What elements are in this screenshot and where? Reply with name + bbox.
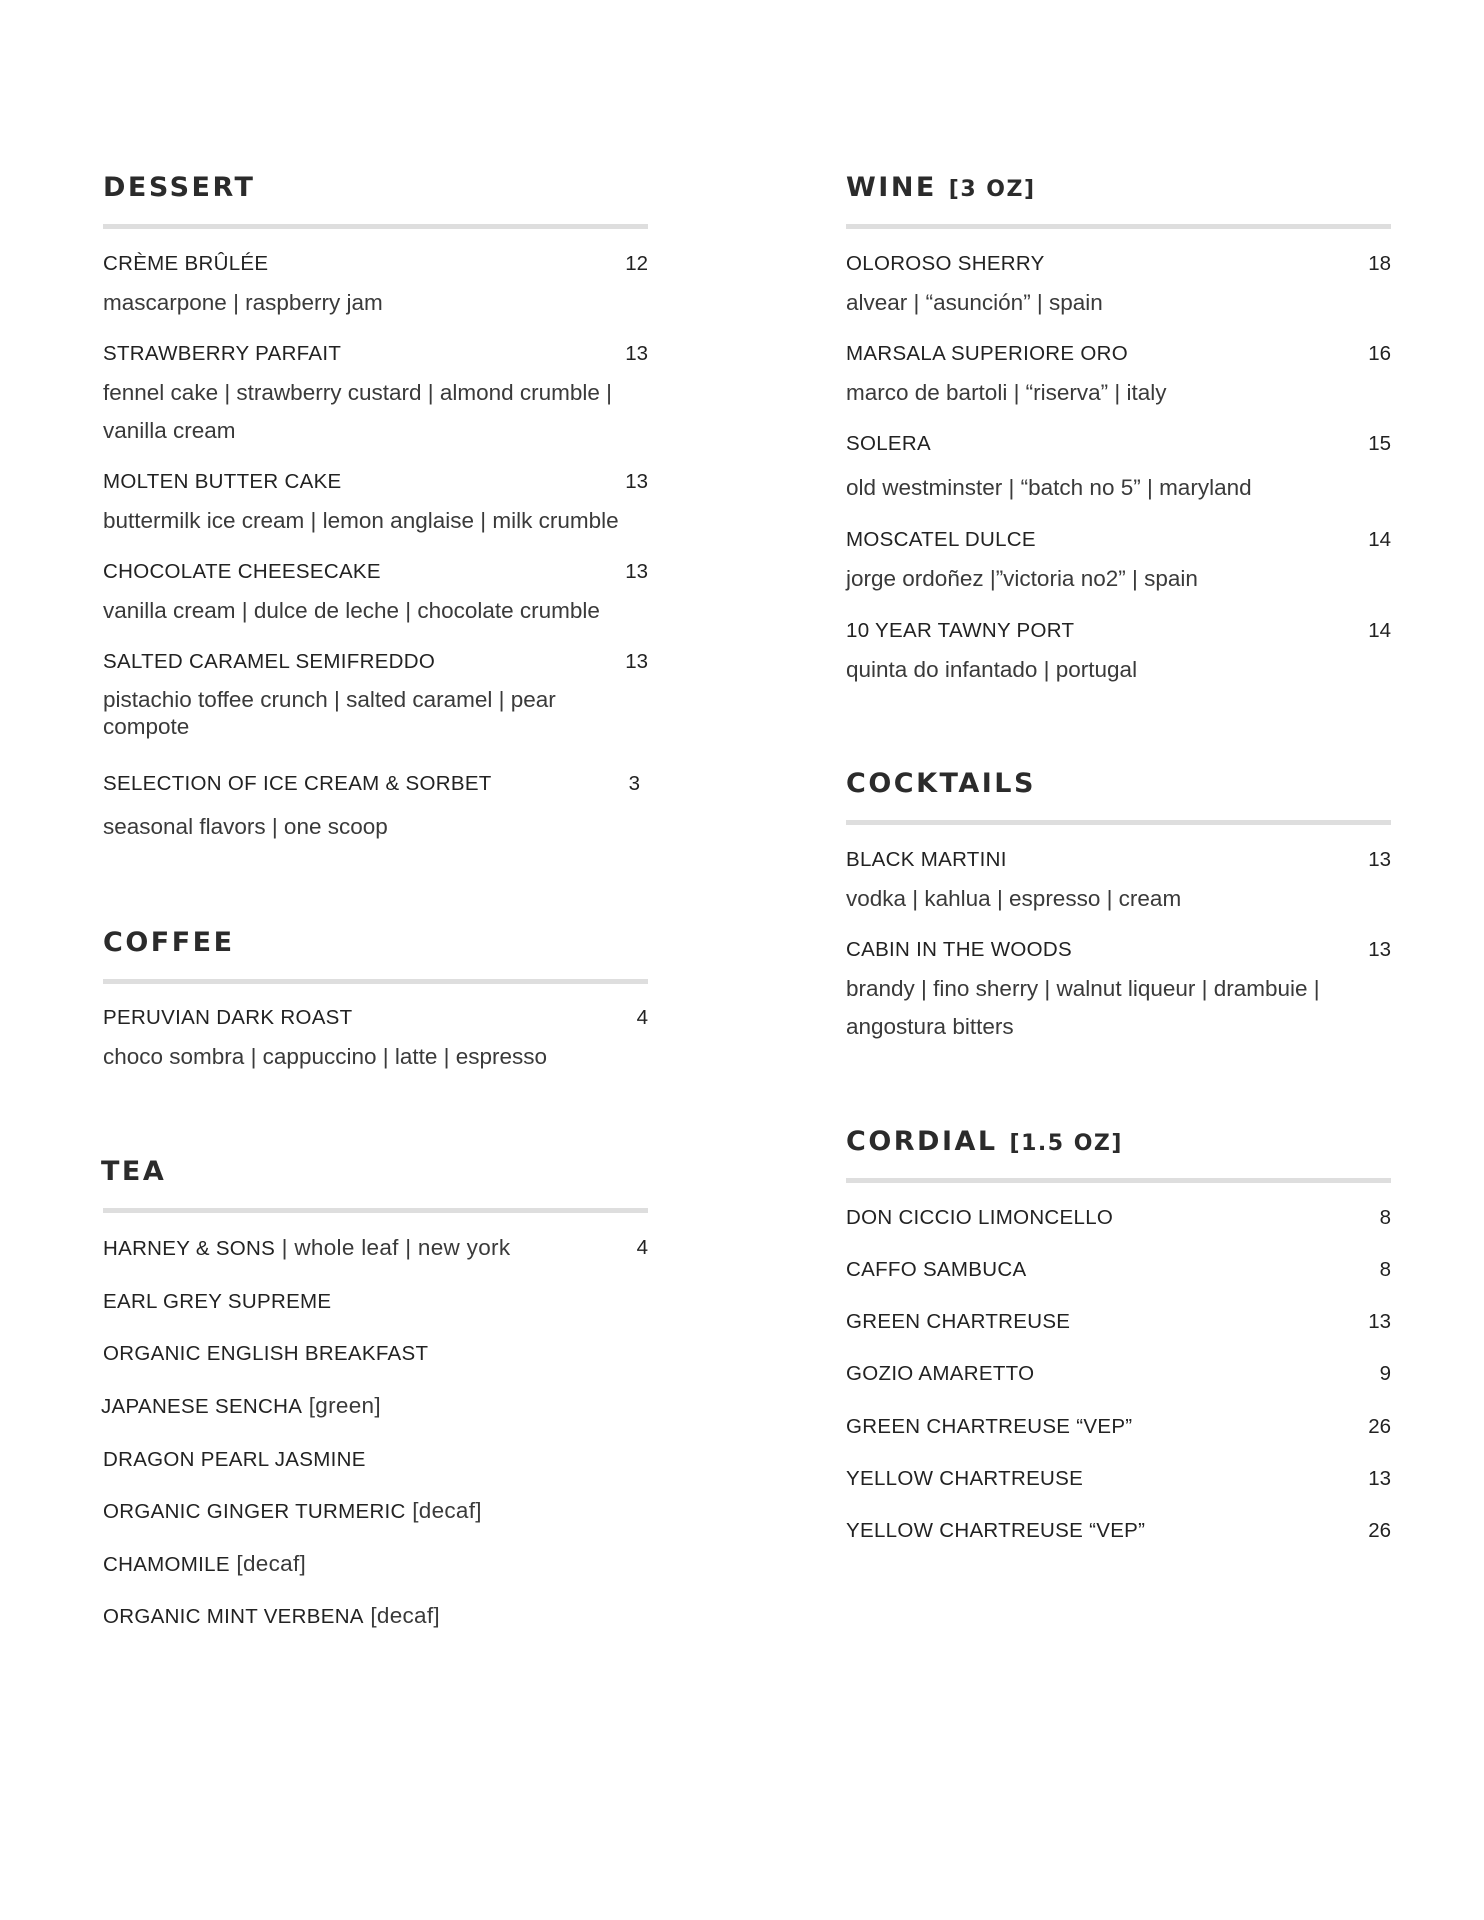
list-item — [103, 1287, 648, 1315]
section-title — [846, 1124, 1391, 1160]
menu-item — [846, 936, 1391, 1046]
item-name: SALTED CARAMEL SEMIFREDDO — [103, 650, 436, 673]
section-divider — [103, 979, 648, 984]
coffee-section-header — [103, 925, 648, 984]
cocktails-section-header — [846, 766, 1391, 825]
item-name: GREEN CHARTREUSE — [846, 1310, 1071, 1333]
menu-item — [846, 340, 1391, 412]
item-description: jorge ordoñez |”victoria no2” | spain — [846, 566, 1198, 591]
item-price: 13 — [625, 342, 648, 365]
item-description: fennel cake | strawberry custard | almond crumble | vanilla cream — [103, 380, 612, 443]
menu-item — [846, 526, 1391, 598]
tea-note: [green] — [302, 1393, 381, 1418]
menu-item — [103, 1234, 648, 1262]
section-title — [846, 170, 1391, 206]
item-price: 13 — [625, 650, 648, 673]
item-name — [103, 1550, 648, 1578]
list-item — [103, 1339, 648, 1367]
item-name — [103, 1602, 648, 1630]
item-name: YELLOW CHARTREUSE “VEP” — [846, 1519, 1146, 1542]
tea-name: EARL GREY SUPREME — [103, 1290, 332, 1313]
section-divider — [846, 224, 1391, 229]
item-price: 15 — [1368, 432, 1391, 455]
section-divider — [103, 224, 648, 229]
item-price: 9 — [1379, 1362, 1391, 1385]
item-description: marco de bartoli | “riserva” | italy — [846, 380, 1167, 405]
list-item — [101, 1392, 646, 1420]
item-price: 16 — [1368, 342, 1391, 365]
item-price: 18 — [1368, 252, 1391, 275]
tea-name: CHAMOMILE — [103, 1553, 230, 1576]
list-item — [103, 1550, 648, 1578]
item-name: DON CICCIO LIMONCELLO — [846, 1206, 1114, 1229]
item-price: 13 — [625, 560, 648, 583]
item-name: CHOCOLATE CHEESECAKE — [103, 560, 381, 583]
item-description: alvear | “asunción” | spain — [846, 290, 1103, 315]
menu-item — [846, 1413, 1391, 1441]
item-price: 14 — [1368, 528, 1391, 551]
list-item — [103, 1497, 648, 1525]
menu-item — [103, 250, 648, 322]
item-price: 13 — [1368, 1467, 1391, 1490]
item-name: GREEN CHARTREUSE “VEP” — [846, 1415, 1133, 1438]
section-title-text: CORDIAL — [846, 1126, 998, 1157]
dessert-section-header — [103, 170, 648, 229]
menu-item — [103, 648, 648, 740]
section-title: COCKTAILS — [846, 768, 1036, 799]
menu-item — [103, 770, 648, 846]
section-title-text: WINE — [846, 172, 937, 203]
item-price: 4 — [636, 1006, 648, 1029]
tea-note: [decaf] — [405, 1498, 482, 1523]
item-description: buttermilk ice cream | lemon anglaise | milk crumble — [103, 508, 619, 533]
item-name: CABIN IN THE WOODS — [846, 938, 1072, 961]
item-price: 13 — [1368, 1310, 1391, 1333]
item-name — [103, 1445, 648, 1473]
item-description: seasonal flavors | one scoop — [103, 814, 388, 839]
cordial-section-header — [846, 1124, 1391, 1183]
item-name — [103, 1234, 648, 1262]
wine-section-header — [846, 170, 1391, 229]
item-name: MOLTEN BUTTER CAKE — [103, 470, 342, 493]
tea-name: ORGANIC GINGER TURMERIC — [103, 1500, 406, 1523]
tea-name: JAPANESE SENCHA — [101, 1395, 303, 1418]
item-price: 8 — [1379, 1258, 1391, 1281]
menu-item — [103, 558, 648, 630]
item-description: mascarpone | raspberry jam — [103, 290, 383, 315]
item-name: SELECTION OF ICE CREAM & SORBET — [103, 772, 492, 795]
item-name: PERUVIAN DARK ROAST — [103, 1006, 353, 1029]
tea-name: DRAGON PEARL JASMINE — [103, 1448, 366, 1471]
menu-item — [103, 340, 648, 450]
menu-item — [846, 1308, 1391, 1336]
menu-item — [846, 430, 1391, 507]
section-divider — [846, 820, 1391, 825]
item-name: STRAWBERRY PARFAIT — [103, 342, 342, 365]
item-price: 3 — [628, 772, 640, 795]
item-description: vodka | kahlua | espresso | cream — [846, 886, 1182, 911]
item-price: 4 — [636, 1236, 648, 1259]
item-name — [103, 1339, 648, 1367]
list-item — [103, 1445, 648, 1473]
section-divider — [103, 1208, 648, 1213]
item-description: choco sombra | cappuccino | latte | espresso — [103, 1044, 548, 1069]
tea-section-header — [101, 1154, 646, 1213]
item-name — [103, 1287, 648, 1315]
menu-item — [846, 1360, 1391, 1388]
item-price: 13 — [1368, 848, 1391, 871]
menu-item — [103, 468, 648, 540]
item-name: CAFFO SAMBUCA — [846, 1258, 1027, 1281]
item-name: BLACK MARTINI — [846, 848, 1007, 871]
item-description: old westminster | “batch no 5” | maryland — [846, 475, 1252, 500]
item-name: SOLERA — [846, 432, 931, 455]
section-title: COFFEE — [103, 927, 235, 958]
menu-item — [846, 1517, 1391, 1545]
item-price: 13 — [1368, 938, 1391, 961]
tea-name: ORGANIC MINT VERBENA — [103, 1605, 364, 1628]
section-title: TEA — [101, 1156, 167, 1187]
item-price: 26 — [1368, 1415, 1391, 1438]
menu-item — [103, 1004, 648, 1076]
menu-item — [846, 1256, 1391, 1284]
section-qualifier: [3 OZ] — [948, 177, 1036, 202]
item-price: 14 — [1368, 619, 1391, 642]
menu-item — [846, 1204, 1391, 1232]
item-description: quinta do infantado | portugal — [846, 657, 1138, 682]
item-name: MARSALA SUPERIORE ORO — [846, 342, 1128, 365]
item-name: MOSCATEL DULCE — [846, 528, 1036, 551]
item-name: 10 YEAR TAWNY PORT — [846, 619, 1075, 642]
item-name: OLOROSO SHERRY — [846, 252, 1045, 275]
item-name — [101, 1392, 646, 1420]
item-price: 26 — [1368, 1519, 1391, 1542]
section-divider — [846, 1178, 1391, 1183]
menu-item — [846, 617, 1391, 689]
item-name: GOZIO AMARETTO — [846, 1362, 1035, 1385]
item-description: brandy | fino sherry | walnut liqueur | drambuie | angostura bitters — [846, 976, 1320, 1039]
item-price: 8 — [1379, 1206, 1391, 1229]
menu-item — [846, 1465, 1391, 1493]
item-price: 12 — [625, 252, 648, 275]
item-name: CRÈME BRÛLÉE — [103, 252, 269, 275]
section-qualifier: [1.5 OZ] — [1009, 1131, 1123, 1156]
tea-note: [decaf] — [363, 1603, 440, 1628]
menu-item — [846, 846, 1391, 918]
item-description: pistachio toffee crunch | salted caramel | pear compote — [103, 687, 556, 739]
item-name — [103, 1497, 648, 1525]
item-name: YELLOW CHARTREUSE — [846, 1467, 1084, 1490]
tea-brand: HARNEY & SONS — [103, 1237, 276, 1260]
menu-item — [846, 250, 1391, 322]
list-item — [103, 1602, 648, 1630]
tea-brand-note: | whole leaf | new york — [275, 1235, 511, 1260]
item-description: vanilla cream | dulce de leche | chocolate crumble — [103, 598, 600, 623]
tea-note: [decaf] — [229, 1551, 307, 1576]
item-price: 13 — [625, 470, 648, 493]
tea-name: ORGANIC ENGLISH BREAKFAST — [103, 1342, 429, 1365]
section-title: DESSERT — [103, 172, 256, 203]
